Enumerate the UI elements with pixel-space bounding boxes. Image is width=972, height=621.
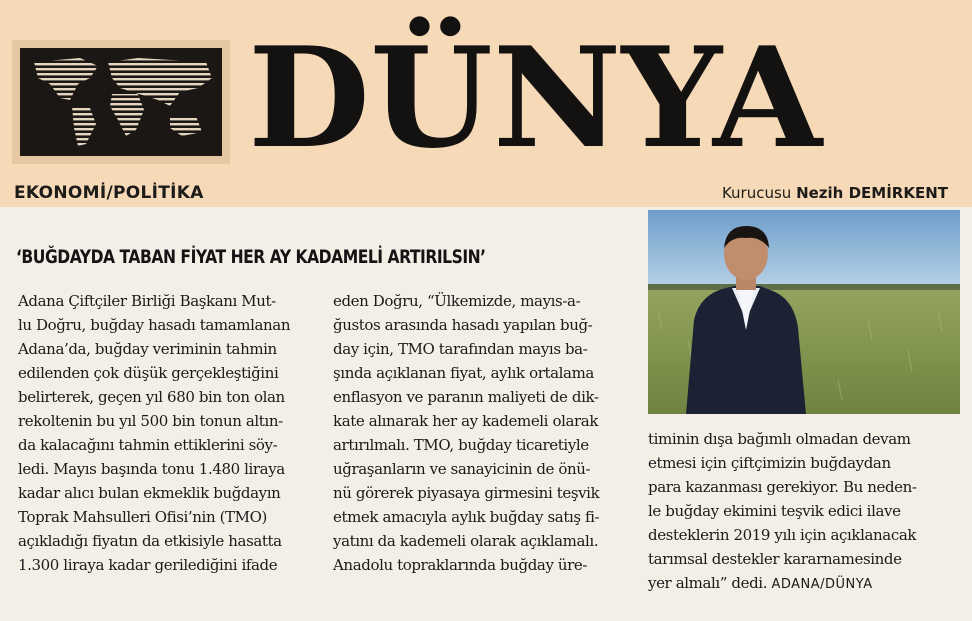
text-line: etmek amacıyla aylık buğday satış fi-	[333, 508, 600, 526]
text-line	[648, 571, 948, 597]
world-map-logo	[12, 40, 230, 164]
text-line: şında açıklanan fiyat, aylık ortalama	[333, 364, 594, 382]
text-line: ğustos arasında hasadı yapılan buğ-	[333, 316, 593, 334]
text-line: Adana Çiftçiler Birliği Başkanı Mut-	[18, 292, 276, 310]
world-map-icon	[20, 48, 222, 156]
founder-line	[722, 184, 948, 202]
text-line: yatını da kademeli olarak açıklamalı.	[333, 532, 599, 550]
text-line: edilenden çok düşük gerçekleştiğini	[18, 364, 279, 382]
masthead	[0, 0, 972, 207]
article-column-2	[333, 289, 631, 577]
closing-text: yer almalı” dedi.	[648, 574, 768, 592]
text-line: para kazanması gerekiyor. Bu neden-	[648, 478, 917, 496]
article-column-3	[648, 427, 948, 597]
article-photo	[648, 210, 960, 414]
article-column-1	[18, 289, 318, 577]
text-line: desteklerin 2019 yılı için açıklanacak	[648, 526, 917, 544]
text-line: enflasyon ve paranın maliyeti de dik-	[333, 388, 599, 406]
text-line: 1.300 liraya kadar gerilediğini ifade	[18, 556, 278, 574]
text-line: Toprak Mahsulleri Ofisi’nin (TMO)	[18, 508, 267, 526]
text-line: eden Doğru, “Ülkemizde, mayıs-a-	[333, 292, 581, 310]
article-signature: ADANA/DÜNYA	[771, 577, 873, 592]
text-line: ledi. Mayıs başında tonu 1.480 liraya	[18, 460, 285, 478]
text-line: timinin dışa bağımlı olmadan devam	[648, 430, 911, 448]
section-label: EKONOMİ/POLİTİKA	[14, 183, 204, 203]
text-line: tarımsal destekler kararnamesinde	[648, 550, 902, 568]
man-in-wheat-field-image	[648, 210, 960, 414]
text-line: Adana’da, buğday veriminin tahmin	[18, 340, 277, 358]
newspaper-title: DÜNYA	[248, 16, 823, 179]
text-line: nü görerek piyasaya girmesini teşvik	[333, 484, 600, 502]
text-line: etmesi için çiftçimizin buğdaydan	[648, 454, 891, 472]
text-line: da kalacağını tahmin ettiklerini söy-	[18, 436, 278, 454]
text-line: day için, TMO tarafından mayıs ba-	[333, 340, 588, 358]
text-line: Anadolu topraklarında buğday üre-	[333, 556, 588, 574]
founder-name: Nezih DEMİRKENT	[796, 184, 948, 202]
text-line: artırılmalı. TMO, buğday ticaretiyle	[333, 436, 589, 454]
text-line: uğraşanların ve sanayicinin de önü-	[333, 460, 591, 478]
text-line: rekoltenin bu yıl 500 bin tonun altın-	[18, 412, 283, 430]
article	[0, 207, 972, 621]
text-line: kate alınarak her ay kademeli olarak	[333, 412, 599, 430]
founder-prefix: Kurucusu	[721, 184, 792, 202]
article-headline: ‘BUĞDAYDA TABAN FİYAT HER AY KADAMELİ ARTIRILSIN’	[16, 246, 486, 268]
text-line: lu Doğru, buğday hasadı tamamlanan	[18, 316, 291, 334]
text-line: açıkladığı fiyatın da etkisiyle hasatta	[18, 532, 282, 550]
text-line: kadar alıcı bulan ekmeklik buğdayın	[18, 484, 281, 502]
text-line: belirterek, geçen yıl 680 bin ton olan	[18, 388, 285, 406]
text-line: le buğday ekimini teşvik edici ilave	[648, 502, 901, 520]
